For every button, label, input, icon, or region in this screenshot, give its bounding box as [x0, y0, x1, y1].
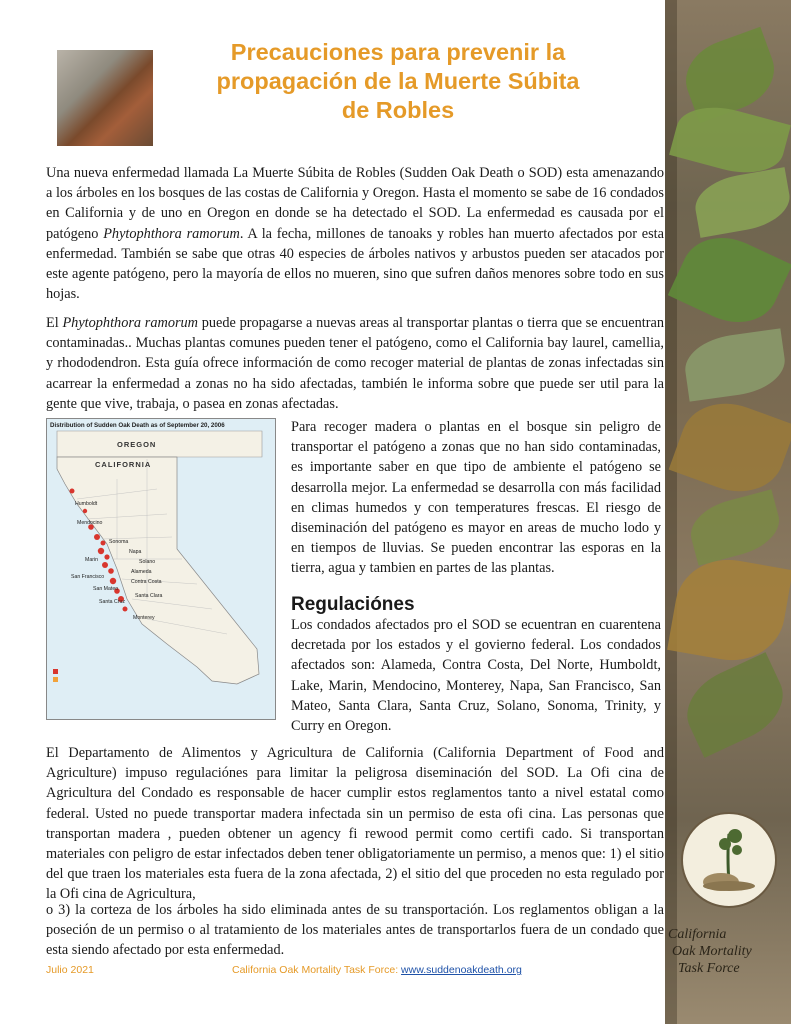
- sod-distribution-map: [46, 418, 276, 720]
- county-label: Marin: [85, 557, 98, 563]
- intro-paragraph: Una nueva enfermedad llamada La Muerte Súbita de Robles (Sudden Oak Death o SOD) esta amenazando a los árboles en los bosques de las costas de California y Oregon. Hasta el momento se sabe de 16 condados en California y de uno en Oregon en donde se ha detectado el SOD. La enfermedad es causada por el patógeno Phytophthora ramorum. A la fecha, millones de tanoaks y robles han muerto afectados por esta enfermedad. También se sabe que otras 40 especies de árboles nativos y arbustos pueden ser atacados por este agente patógeno, pero la mayoría de ellos no mueren, sino que sufren daños menores sobre todo en sus hojas.: [46, 165, 664, 303]
- page-title: Precauciones para prevenir la propagación de la Muerte Súbita de Robles: [216, 39, 580, 123]
- county-label: San Mateo: [93, 586, 119, 592]
- county-label: Mendocino: [77, 520, 103, 526]
- county-label: Napa: [129, 549, 142, 555]
- firewood-photo: [57, 50, 153, 146]
- county-label: Contra Costa: [131, 579, 162, 585]
- regulations-heading: Regulaciónes: [291, 594, 415, 615]
- website-link[interactable]: www.suddenoakdeath.org: [401, 964, 522, 976]
- collection-paragraph: Para recoger madera o plantas en el bosque sin peligro de transportar el patógeno a zonas que no han sido contaminadas, es importante saber en que tipo de ambiente el patógeno se desarrolla mejor. La enfermedad se desarrolla con más facilidad en climas humedos y con temperatures frescas. El riesgo de diseminación del patógeno es mayor en areas de mucho lodo y en tiempos de lluvias. Se pueden encontrar las esporas en la tierra, agua y tambien en partes de las plantas.: [291, 419, 661, 577]
- county-label: San Francisco: [71, 574, 105, 580]
- department-paragraph: El Departamento de Alimentos y Agricultura de California (California Department of Food and Agriculture) impuso regulaciónes para limitar la peligrosa diseminación del SOD. La Ofi cina de Agricultura del Condado es responsable de hacer cumplir estos reglamentos tanto a nivel estatal como federal. Usted no puede transportar madera infectada sin un permiso de esta ofi cina. Las personas que transportan madera , pueden obtener un agency fi rewood permit como certifi cado. Si transportan materiales con peligro de estar infectados deben tener obligatoriamente un permiso, a menos que: 1) el sitio del que traen los materiales esta fuera de la zona afectada, 2) el sitio del que proceden no esta regulado por la Ofi cina de Agricultura,: [46, 745, 664, 903]
- counties-paragraph: Los condados afectados pro el SOD se ecuentran en cuarentena decretada por los estados y el govierno federal. Los condados afectados son: Alameda, Contra Costa, Del Norte, Humboldt, Lake, Marin, Mendocino, Monterey, Napa, San Francisco, San Mateo, Santa Clara, Santa Cruz, Solano, Sonoma, Trinity, y Curry en Oregon.: [291, 617, 661, 735]
- bark-paragraph: o 3) la corteza de los árboles ha sido eliminada antes de su transportación. Los reglamentos obligan a la poseción de un permiso o al tratamiento de los materiales antes de transportarlos fuera de un condado que esta siendo afectado por esta enfermedad.: [46, 902, 664, 959]
- county-label: Solano: [139, 559, 156, 565]
- county-label: Santa Clara: [135, 593, 163, 599]
- map-title: Distribution of Sudden Oak Death as of September 20, 2006: [50, 422, 225, 429]
- spread-paragraph: El Phytophthora ramorum puede propagarse a nuevas areas al transportar plantas o tierra que se encuentran contaminadas.. Muchas plantas comunes pueden tener el patógeno, como el California bay laurel, camellia, y rhododendron. Esta guía ofrece información de como recoger material de plantas de zonas infectadas sin acarrear la enfermedad a zonas no ha sido afectadas, también le informa sobre que puede ser util para la gente que vive, trabaja, o pasea en zonas afectadas.: [46, 315, 664, 412]
- footer-org: California Oak Mortality Task Force: www.suddenoakdeath.org: [232, 964, 522, 976]
- map-label-california: CALIFORNIA: [95, 460, 152, 469]
- task-force-logo: [681, 812, 777, 908]
- footer-date: Julio 2021: [46, 964, 94, 976]
- task-force-logo-text: California Oak Mortality Task Force: [668, 927, 752, 976]
- county-label: Sonoma: [109, 539, 129, 545]
- county-label: Alameda: [131, 569, 152, 575]
- county-label: Monterey: [133, 615, 155, 621]
- county-label: Humboldt: [75, 501, 98, 507]
- map-label-oregon: OREGON: [117, 440, 157, 449]
- county-label: Santa Cruz: [99, 599, 125, 605]
